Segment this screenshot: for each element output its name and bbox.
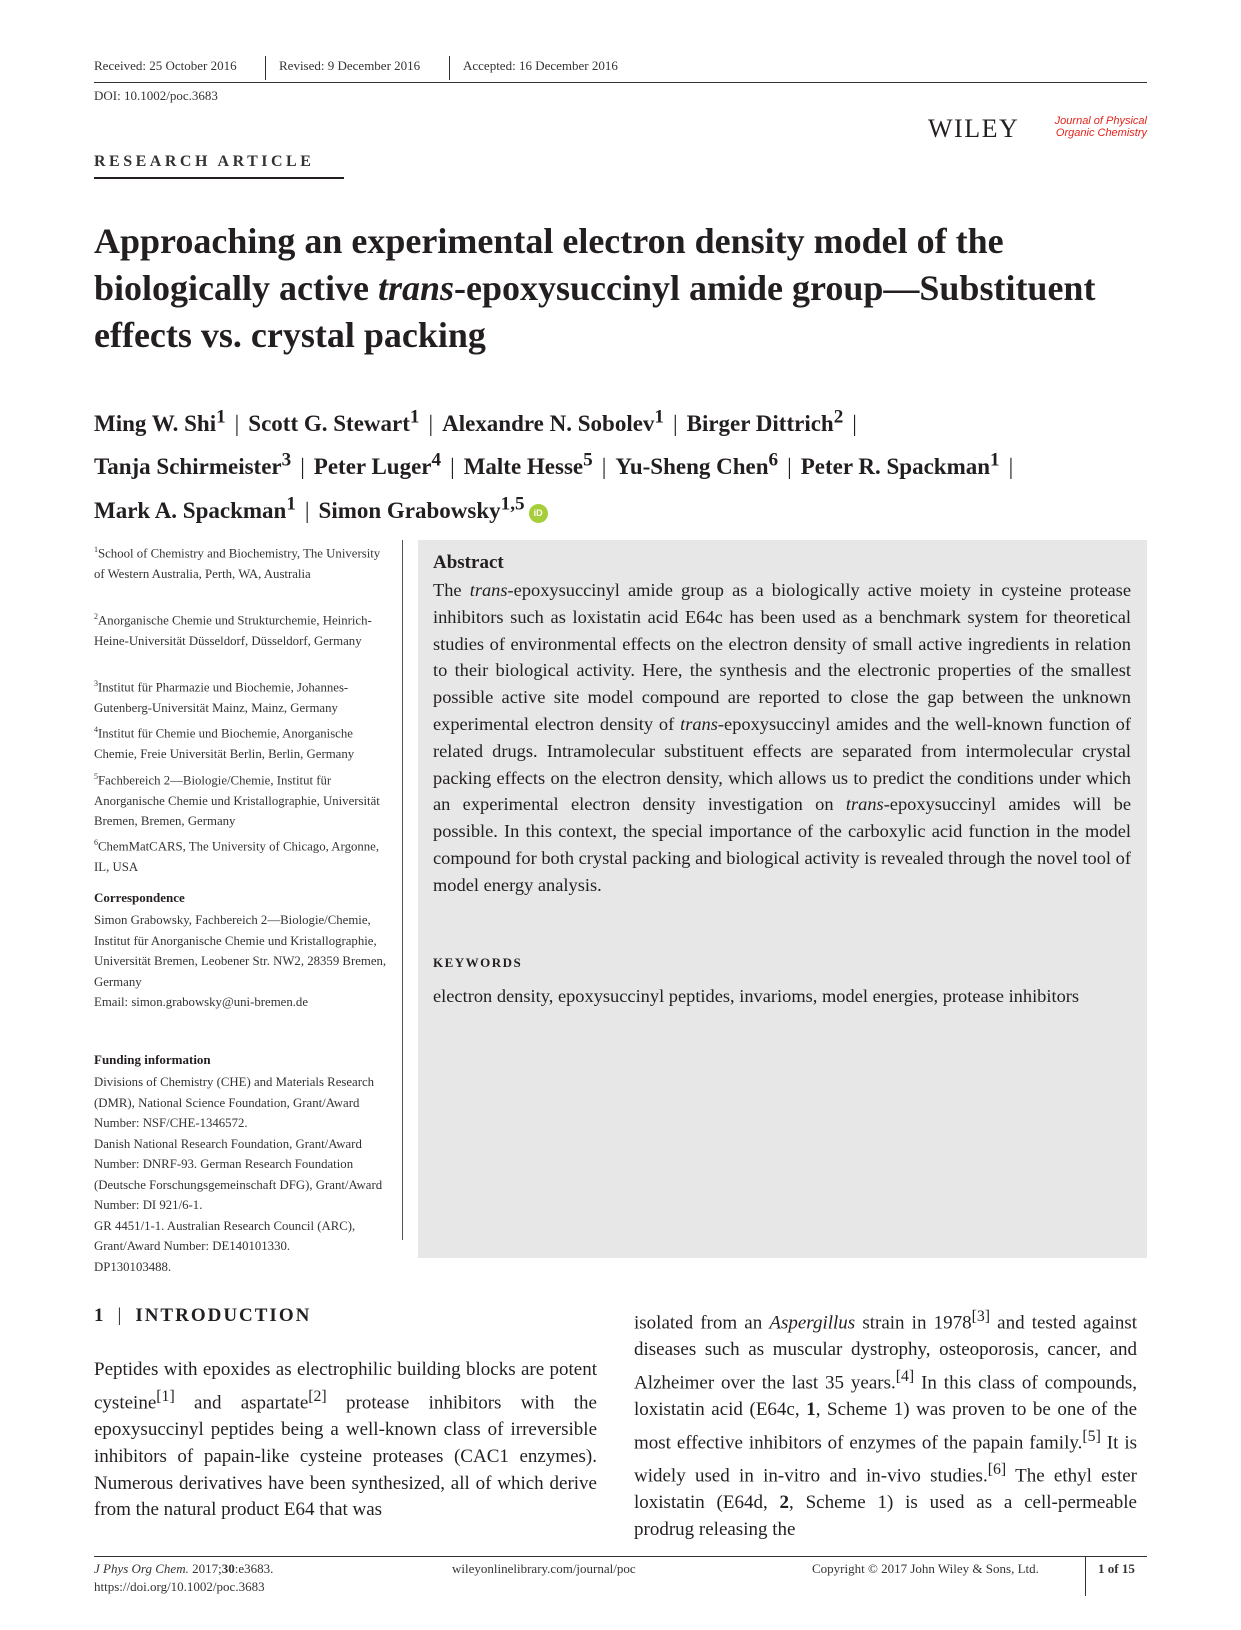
author-list: Ming W. Shi$^1$ | Scott G. Stewart$^1$ | Alexandre N. Sobolev$^1$ | Birger Dittrich$^2$ | Tanja Schirmeister$^3$ | Peter Luger$^4$ | Malte Hesse$^5$ | Yu-Sheng Chen$^6$ | Peter R. Spackman$^1$ | Mark A. Spackman$^1$ | Simon Grabowsky$^{1,5}$ iD [94,406,1014,523]
correspondence-email[interactable]: Email: simon.grabowsky@uni-bremen.de [94,995,309,1009]
doi: DOI: 10.1002/poc.3683 [94,88,218,103]
author: Tanja Schirmeister$^3$ [94,449,292,480]
keywords-heading: KEYWORDS [433,955,523,970]
revised-date: Revised: 9 December 2016 [279,58,421,73]
affiliation: $^6$ChemMatCARS, The University of Chicago, Argonne, IL, USA [94,838,380,874]
affiliation: $^2$Anorganische Chemie und Strukturchemie, Heinrich-Heine-Universität Düsseldorf, Düsseldorf, Germany [94,612,372,648]
title-italic: trans [377,268,455,308]
article-type-underline [94,177,344,179]
footer-divider [1085,1556,1086,1596]
author: Mark A. Spackman$^1$ [94,493,296,523]
author: Scott G. Stewart$^1$ [248,406,420,436]
column-divider [402,540,403,1240]
abstract-heading: Abstract [433,552,504,573]
footer-copyright: Copyright © 2017 John Wiley & Sons, Ltd. [812,1561,1039,1576]
abstract-text: The trans-epoxysuccinyl amide group as a biologically active moiety in cysteine protease inhibitors such as loxistatin acid E64c has been used as a benchmark system for theoretical studies of environmental effects on the electron density of small active ingredients in relation to their biological activity. Here, the synthesis and the electronic properties of the smallest possible active site model compound are reported to close the gap between the unknown experimental electron density of trans-epoxysuccinyl amides and the well-known function of related drugs. Intramolecular substituent effects are separated from intermolecular crystal packing effects on the electron density, which allows us to predict the conditions under which an experimental electron density investigation on trans-epoxysuccinyl amides will be possible. In this context, the special importance of the carboxylic acid function in the model compound for both crystal packing and biological activity is revealed through the novel tool of model energy analysis. [433,580,1132,895]
correspondence-heading: Correspondence [94,890,185,905]
title-text: -epoxysuccinyl amide group—Substituent effects vs. crystal packing [94,268,1096,355]
journal-logo [1037,115,1147,139]
citation-link[interactable]: [2] [308,1387,327,1405]
author: Birger Dittrich$^2$ [686,406,844,436]
journal-logo-line2: Organic Chemistry [1055,127,1147,139]
header-divider [449,56,450,80]
funding-text: Divisions of Chemistry (CHE) and Materials Research (DMR), National Science Foundation, Grant/Award Number: NSF/CHE-1346572. Danish National Research Foundation, Grant/Award Number: DNRF-93. German Research Foundation (Deutsche Forschungsgemeinschaft DFG), Grant/Award Number: DI 921/6-1. GR 4451/1-1. Australian Research Council (ARC), Grant/Award Number: DE140101330. DP130103488. [94,1075,383,1274]
author: Simon Grabowsky$^{1,5}$ [318,493,525,523]
keywords-text: electron density, epoxysuccinyl peptides, invarioms, model energies, protease inhibitors [433,986,1080,1006]
citation-link[interactable]: [6] [987,1460,1007,1478]
intro-column-right: isolated from an Aspergillus strain in 1978[3] and tested against diseases such as muscular dystrophy, osteoporosis, cancer, and Alzheimer over the last 35 years.[4] In this class of compounds, loxistatin acid (E64c, 1, Scheme 1) was proven to be one of the most effective inhibitors of enzymes of the papain family.[5] It is widely used in in-vitro and in-vivo studies.[6] The ethyl ester loxistatin (E64d, 2, Scheme 1) is used as a cell-permeable prodrug releasing the [634,1308,1137,1540]
author: Ming W. Shi$^1$ [94,406,226,436]
affiliation: $^4$Institut für Chemie und Biochemie, Anorganische Chemie, Freie Universität Berlin, Berlin, Germany [94,725,355,761]
funding-heading: Funding information [94,1052,211,1067]
author: Malte Hesse$^5$ [463,449,593,480]
header-divider [265,56,266,80]
footer-doi-link[interactable]: https://doi.org/10.1002/poc.3683 [94,1579,265,1594]
orcid-icon[interactable]: iD [529,504,548,523]
author: Peter R. Spackman$^1$ [800,449,1000,480]
section-heading: 1 | INTRODUCTION [94,1305,312,1326]
intro-column-left: Peptides with epoxides as electrophilic building blocks are potent cysteine[1] and aspartate[2] protease inhibitors with the epoxysuccinyl peptides being a well-known class of irreversible inhibitors of papain-like cysteine proteases (CAC1 enzymes). Numerous derivatives have been synthesized, all of which derive from the natural product E64 that was [94,1359,597,1521]
citation-link[interactable]: [3] [971,1308,991,1325]
citation-link[interactable]: [4] [895,1367,915,1385]
title-text: Approaching an experimental electron density model of the biologically active [94,221,1004,308]
affiliation: $^1$School of Chemistry and Biochemistry, The University of Western Australia, Perth, WA, Australia [94,545,381,581]
affiliation: $^5$Fachbereich 2—Biologie/Chemie, Institut für Anorganische Chemie und Kristallographie, Universität Bremen, Bremen, Germany [94,772,380,829]
paper-title [94,218,1154,359]
affiliation: $^3$Institut für Pharmazie und Biochemie, Johannes-Gutenberg-Universität Mainz, Mainz, Germany [94,679,349,715]
footer-rule [94,1556,1147,1557]
footer-citation: J Phys Org Chem. 2017;30:e3683. https://doi.org/10.1002/poc.3683 [94,1561,274,1594]
page-number: 1 of 15 [1098,1561,1135,1576]
accepted-date: Accepted: 16 December 2016 [463,58,618,73]
author: Peter Luger$^4$ [313,449,442,480]
received-date: Received: 25 October 2016 [94,58,237,73]
author: Alexandre N. Sobolev$^1$ [442,406,664,436]
citation-link[interactable]: [1] [156,1387,175,1405]
header-rule [94,82,1147,83]
correspondence-text: Simon Grabowsky, Fachbereich 2—Biologie/Chemie, Institut für Anorganische Chemie und Kristallographie, Universität Bremen, Leobener Str. NW2, 28359 Bremen, Germany Email: simon.grabowsky@uni-bremen.de [94,913,387,1009]
citation-link[interactable]: [5] [1082,1427,1101,1445]
author: Yu-Sheng Chen$^6$ [615,449,779,480]
journal-logo-line1: Journal of Physical [1054,115,1147,127]
publisher-logo: WILEY [928,114,1020,143]
article-type: RESEARCH ARTICLE [94,153,315,170]
footer-website-link[interactable]: wileyonlinelibrary.com/journal/poc [452,1561,636,1576]
